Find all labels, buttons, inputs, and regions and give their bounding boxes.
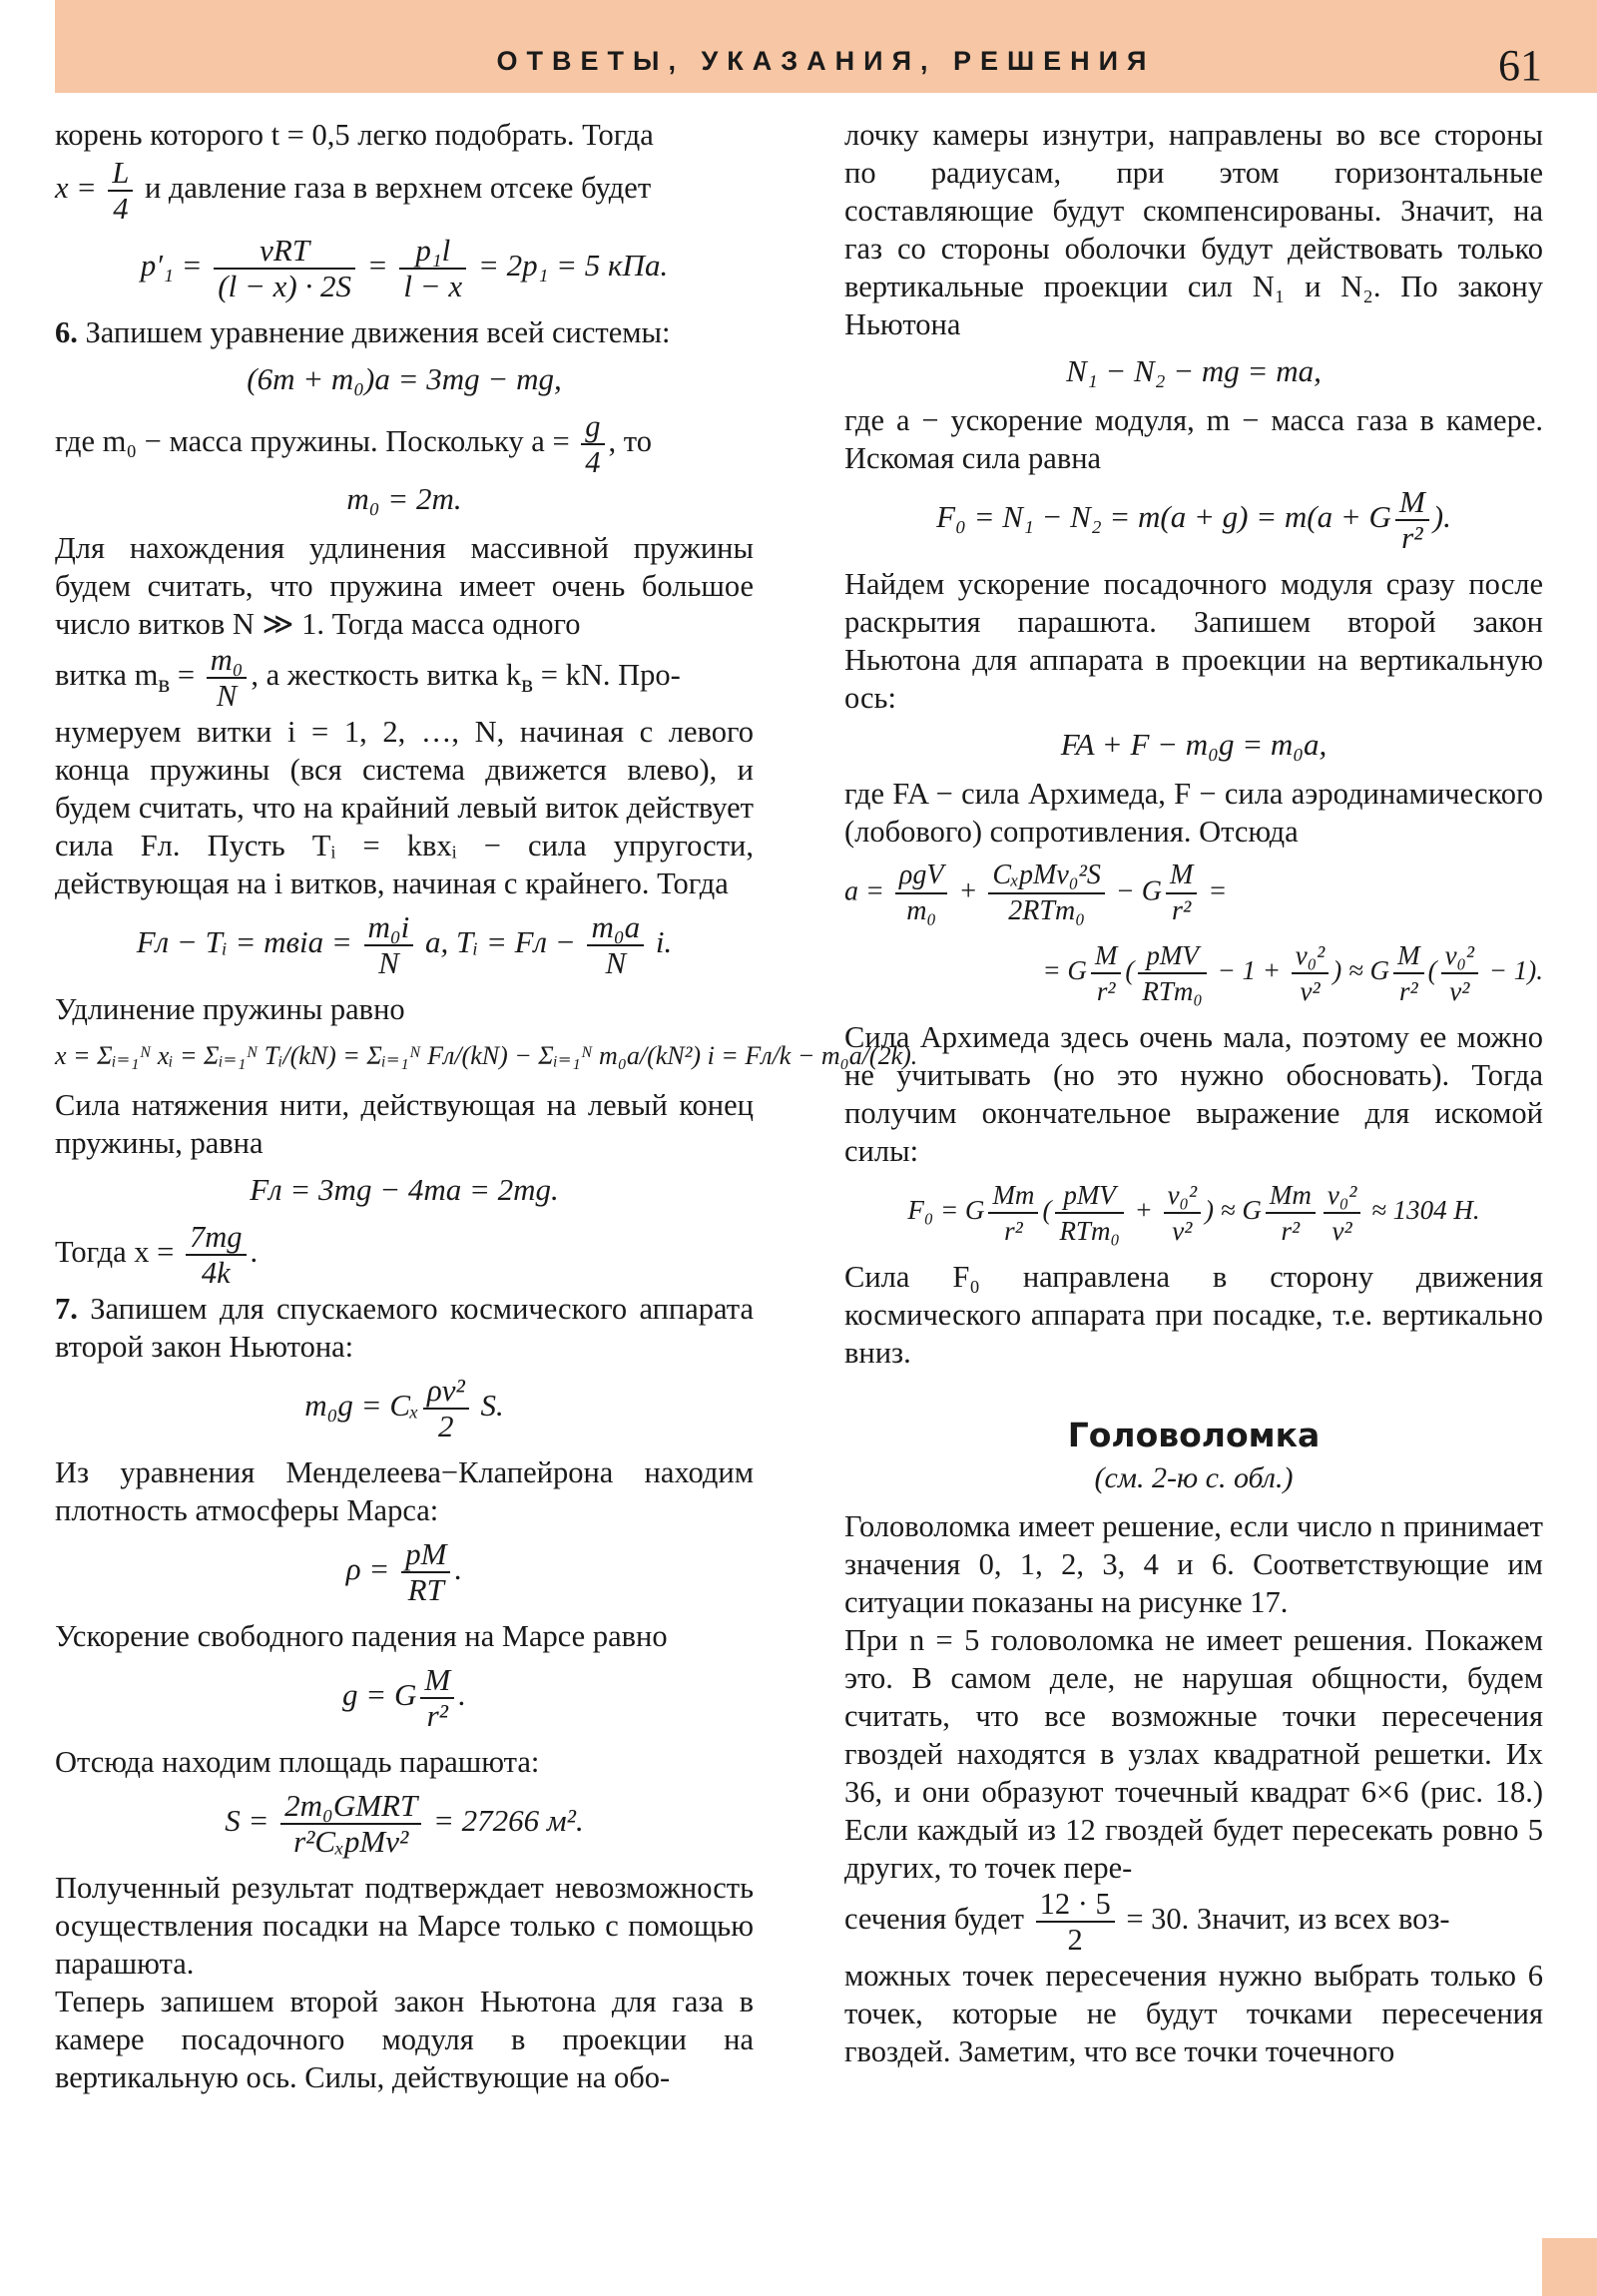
paragraph: Ускорение свободного падения на Марсе равно xyxy=(55,1619,668,1653)
paragraph: x = $\frac{L}{4}$ и давление газа в верхнем отсеке будет xyxy=(55,156,652,226)
paragraph: лочку камеры изнутри, направлены во все стороны по радиусам, при этом горизонтальные составляющие будут скомпенсированы. Значит, на газ со стороны оболочки будут действовать только вертикальные проекции сил N₁ и N₂. По закону Ньютона xyxy=(844,118,1543,341)
paragraph: сечения будет $\frac{12 \cdot 5}{2}$ = 30. Значит, из всех воз- xyxy=(844,1887,1450,1957)
corner-tab xyxy=(1542,2238,1597,2296)
paragraph: При n = 5 головоломка не имеет решения. Покажем это. В самом деле, не нарушая общности, будем считать, что все возможные точки пересечения гвоздей находятся в узлах квадратной решетки. Их 36, и они образуют точечный квадрат 6×6 (рис. 18.) Если каждый из 12 гвоздей будет пересекать ровно 5 других, то точек пере- xyxy=(844,1623,1543,1885)
left-column xyxy=(55,116,918,2096)
right-column xyxy=(844,116,1543,2070)
paragraph: Полученный результат подтверждает невозможность осуществления посадки на Марсе только с помощью парашюта. xyxy=(55,1871,754,1981)
paragraph: Удлинение пружины равно xyxy=(55,992,405,1026)
equation: F₀ = N₁ − N₂ = m(a + g) = m(a + G $\frac{M}{\text{r²}}$ ). xyxy=(936,484,1451,555)
equation: m₀ = 2m. xyxy=(346,481,462,516)
equation: N₁ − N₂ − mg = ma, xyxy=(1066,353,1322,388)
paragraph: Теперь запишем второй закон Ньютона для газа в камере посадочного модуля в проекции на вертикальную ось. Силы, действующие на обо- xyxy=(55,1985,754,2094)
paragraph: где a − ускорение модуля, m − масса газа в камере. Искомая сила равна xyxy=(844,403,1543,475)
paragraph: 6. Запишем уравнение движения всей системы: xyxy=(55,315,671,349)
equation: FA + F − m₀g = m₀a, xyxy=(1060,727,1328,762)
equation: m₀g = Cₓ $\frac{\text{ρv²}}{2}$ S. xyxy=(304,1373,504,1443)
paragraph: где FA − сила Архимеда, F − сила аэродинамического (лобового) сопротивления. Отсюда xyxy=(844,777,1543,849)
paragraph: витка $m_в$ = $\frac{\text{m₀}}{N}$ , а жесткость витка $k_в$ = kN. Про- xyxy=(55,643,681,713)
equation: (6m + m₀)a = 3mg − mg, xyxy=(247,361,562,396)
equation: Fл − Tᵢ = mвia = $\frac{\text{m₀i}}{N}$ a, Tᵢ = Fл − $\frac{\text{m₀a}}{N}$ i. xyxy=(136,909,673,980)
paragraph: 7. Запишем для спускаемого космического аппарата второй закон Ньютона: xyxy=(55,1292,754,1364)
page-number: 61 xyxy=(1498,41,1542,90)
equation: ρ = $\frac{pM}{RT}$ . xyxy=(345,1536,463,1607)
paragraph: Сила натяжения нити, действующая на левый конец пружины, равна xyxy=(55,1088,754,1160)
paragraph: Из уравнения Менделеева−Клапейрона находим плотность атмосферы Марса: xyxy=(55,1455,754,1527)
paragraph: Для нахождения удлинения массивной пружины будем считать, что пружина имеет очень большое число витков N ≫ 1. Тогда масса одного xyxy=(55,531,754,641)
equation: x = Σᵢ₌₁ᴺ xᵢ = Σᵢ₌₁ᴺ Tᵢ/(kN) = Σᵢ₌₁ᴺ Fл/(kN) − Σᵢ₌₁ᴺ m₀a/(kN²) i = Fл/k − m₀a/(2k). xyxy=(55,1041,918,1070)
page-header xyxy=(55,0,1597,93)
section-title: ОТВЕТЫ, УКАЗАНИЯ, РЕШЕНИЯ xyxy=(496,46,1156,76)
paragraph: где m₀ − масса пружины. Поскольку a = $\frac{g}{4}$ , то xyxy=(55,409,652,479)
paragraph: Найдем ускорение посадочного модуля сразу после раскрытия парашюта. Запишем второй закон Ньютона для аппарата в проекции на вертикальную ось: xyxy=(844,567,1543,715)
paragraph: можных точек пересечения нужно выбрать только 6 точек, которые не будут точками пересечения гвоздей. Заметим, что все точки точечного xyxy=(844,1959,1543,2068)
equation: F₀ = G $\frac{Mm}{\text{r²}}$ ( $\frac{\text{pMV}}{\text{RTm₀}}$ + $\frac{\text{v₀²}}{\text{v²}}$ ) ≈ G $\frac{Mm}{\text{r²}}$ $\frac{\text{v₀²}}{\text{v²}}$ ≈ 1304 Н. xyxy=(907,1180,1480,1246)
equation: a = $\frac{\text{ρgV}}{\text{m₀}}$ + $\frac{\text{CₓpMv₀²S}}{\text{2RTm₀}}$ − G $\frac{M}{\text{r²}}$ = xyxy=(844,860,1228,926)
equation: g = G $\frac{M}{\text{r²}}$ . xyxy=(342,1662,466,1733)
paragraph: Головоломка имеет решение, если число n принимает значения 0, 1, 2, 3, 4 и 6. Соответствующие им ситуации показаны на рисунке 17. xyxy=(844,1509,1543,1619)
paragraph: Сила Архимеда здесь очень мала, поэтому ее можно не учитывать (но это нужно обосновать). Тогда получим окончательное выражение для искомой силы: xyxy=(844,1020,1543,1168)
paragraph: Отсюда находим площадь парашюта: xyxy=(55,1745,540,1779)
fraction: $\frac{L}{4}$ xyxy=(108,156,133,226)
equation: S = $\frac{\text{2m₀GMRT}}{\text{r²CₓpMv²}}$ = 27266 м². xyxy=(225,1788,584,1859)
paragraph: нумеруем витки i = 1, 2, …, N, начиная с левого конца пружины (вся система движется влево), и будем считать, что на крайний левый виток действует сила Fл. Пусть Tᵢ = kвxᵢ − сила упругости, действующая на i витков, начиная с крайнего. Тогда xyxy=(55,715,754,900)
equation: p′₁ = $\frac{\text{νRT}}{(l - x) \cdot 2S}$ = $\frac{\text{p₁l}}{l - x}$ = 2p₁ = 5 кПа. xyxy=(140,233,669,303)
section-heading: Головоломка xyxy=(1067,1416,1321,1454)
equation: Fл = 3mg − 4ma = 2mg. xyxy=(250,1172,559,1207)
section-subtitle: (см. 2-ю с. обл.) xyxy=(1094,1461,1294,1494)
paragraph: Тогда x = $\frac{7mg}{4k}$ . xyxy=(55,1220,259,1290)
paragraph: корень которого t = 0,5 легко подобрать. Тогда xyxy=(55,118,654,152)
paragraph: Сила F₀ направлена в сторону движения космического аппарата при посадке, т.е. вертикально вниз. xyxy=(844,1260,1543,1370)
equation: = G $\frac{M}{\text{r²}}$ ( $\frac{\text{pMV}}{\text{RTm₀}}$ − 1 + $\frac{\text{v₀²}}{\text{v²}}$ ) ≈ G $\frac{M}{\text{r²}}$ ( $\frac{\text{v₀²}}{\text{v²}}$ − 1). xyxy=(1042,940,1543,1006)
